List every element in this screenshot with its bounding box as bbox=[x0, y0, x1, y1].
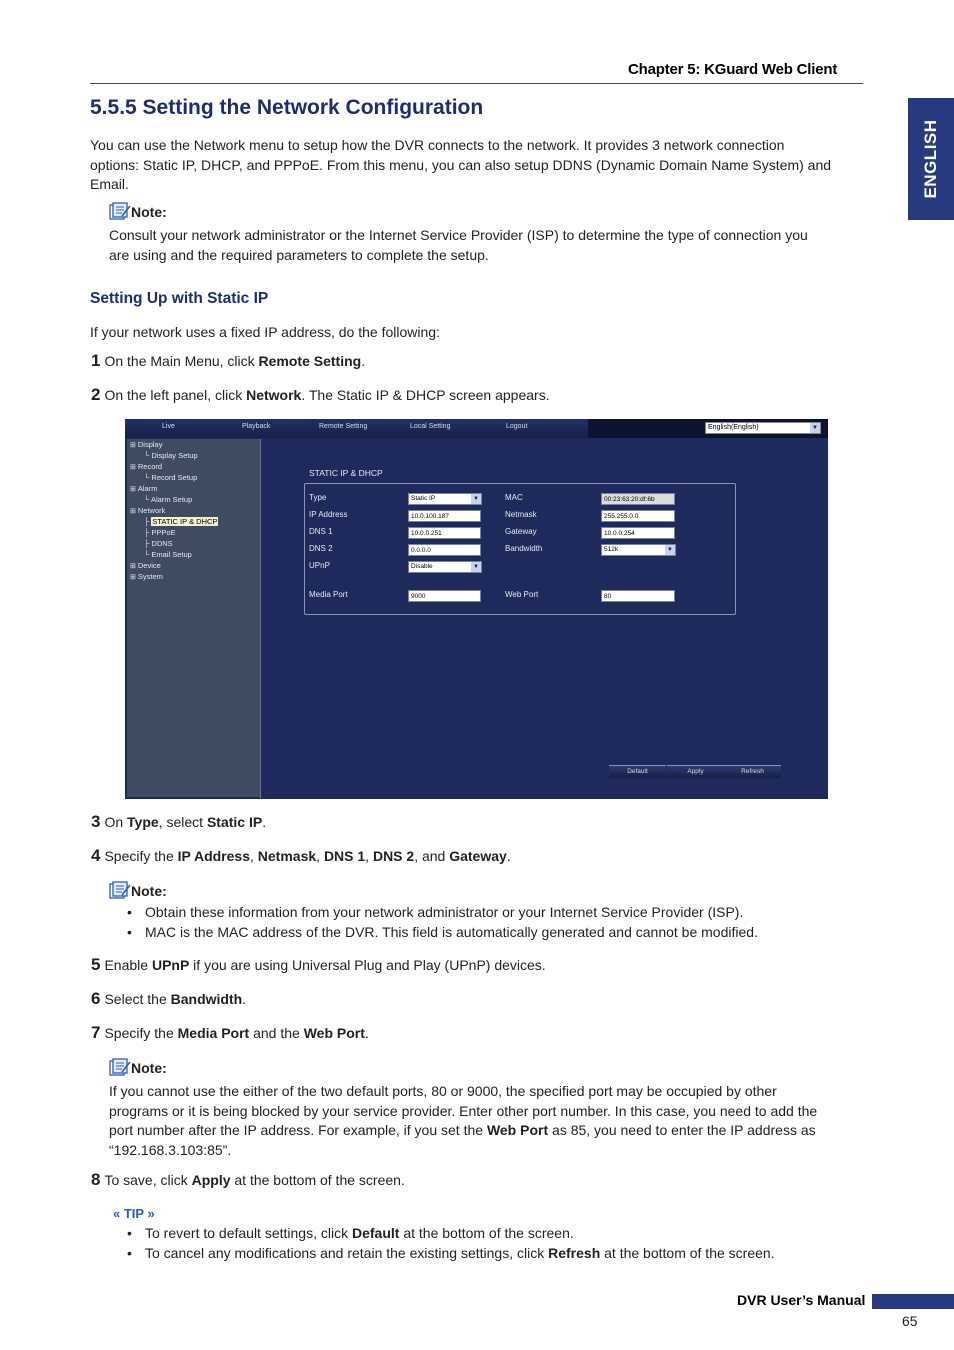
note-line: If you cannot use the either of the two default ports, 80 or 9000, the specified port may be occupied by other bbox=[109, 1083, 777, 1099]
step-bold: Static IP bbox=[206, 814, 263, 830]
step-2 bbox=[91, 385, 550, 405]
step-text: and the bbox=[249, 1025, 304, 1041]
step-bold: DNS 2 bbox=[372, 848, 415, 864]
note-icon bbox=[109, 881, 131, 899]
upnp-label: UPnP bbox=[309, 561, 330, 570]
tab-playback[interactable]: Playback bbox=[242, 423, 271, 430]
chevron-down-icon: ▼ bbox=[471, 562, 481, 572]
chapter-header: Chapter 5: KGuard Web Client bbox=[628, 61, 838, 78]
note-line: Consult your network administrator or the Internet Service Provider (ISP) to determine the type of connection you bbox=[109, 227, 808, 243]
upnp-select[interactable] bbox=[408, 561, 482, 573]
note-line: “192.168.3.103:85”. bbox=[109, 1141, 232, 1158]
note-text: as 85, you need to enter the IP address as bbox=[548, 1122, 816, 1138]
step-text: To save, click bbox=[104, 1172, 192, 1188]
gateway-label: Gateway bbox=[505, 527, 537, 536]
expand-icon: ⊞ bbox=[130, 464, 136, 471]
language-value: English(English) bbox=[708, 424, 759, 431]
step-text: Specify the bbox=[104, 848, 178, 864]
footer-bar bbox=[872, 1294, 954, 1309]
step-number: 6 bbox=[91, 989, 101, 1008]
tree-label-selected: STATIC IP & DHCP bbox=[152, 517, 218, 526]
dns1-label: DNS 1 bbox=[309, 527, 333, 536]
intro-line: options: Static IP, DHCP, and PPPoE. From this menu, you can also setup DDNS (Dynamic Domain Name System) and bbox=[90, 156, 832, 173]
intro-paragraph bbox=[90, 136, 850, 195]
step-4 bbox=[91, 846, 511, 866]
panel-title: STATIC IP & DHCP bbox=[309, 468, 383, 478]
chevron-down-icon: ▼ bbox=[471, 494, 481, 504]
tree-item-ddns[interactable]: ├ DDNS bbox=[144, 539, 173, 548]
note-icon bbox=[109, 202, 131, 220]
media-port-label: Media Port bbox=[309, 590, 348, 599]
tree-label: Alarm bbox=[137, 484, 158, 493]
tip-text: To cancel any modifications and retain the existing settings, click bbox=[145, 1245, 549, 1261]
bandwidth-label: Bandwidth bbox=[505, 544, 543, 553]
step-text: Select the bbox=[104, 991, 171, 1007]
step-bold: Web Port bbox=[303, 1025, 365, 1041]
step-number: 2 bbox=[91, 385, 101, 404]
tree-label: PPPoE bbox=[151, 528, 176, 537]
language-select[interactable] bbox=[705, 422, 821, 434]
tree-item-system[interactable] bbox=[130, 572, 163, 581]
step-text: , bbox=[365, 848, 373, 864]
tip-bullet bbox=[145, 1225, 574, 1241]
tree-item-display[interactable] bbox=[130, 440, 162, 449]
tree-label: Email Setup bbox=[151, 550, 192, 559]
note-text-3 bbox=[109, 1082, 869, 1160]
section-title: 5.5.5 Setting the Network Configuration bbox=[90, 96, 484, 119]
tip-title: « TIP » bbox=[113, 1206, 155, 1221]
tab-live[interactable]: Live bbox=[162, 423, 175, 430]
type-value: Static IP bbox=[411, 495, 436, 502]
tip-bullet bbox=[145, 1245, 775, 1261]
step-text: , bbox=[316, 848, 324, 864]
step-text: . bbox=[262, 814, 267, 830]
note-block-3 bbox=[109, 1058, 167, 1076]
step-text: On bbox=[104, 814, 128, 830]
step-bold: Apply bbox=[191, 1172, 231, 1188]
top-menu-bar bbox=[125, 419, 588, 438]
type-select[interactable] bbox=[408, 493, 482, 505]
note-text-1 bbox=[109, 226, 869, 265]
lead-text: If your network uses a fixed IP address, do the following: bbox=[90, 324, 440, 340]
ip-address-field[interactable]: 10.0.100.187 bbox=[408, 510, 481, 522]
refresh-button[interactable]: Refresh bbox=[724, 765, 781, 778]
gateway-field[interactable]: 10.0.0.254 bbox=[601, 527, 675, 539]
step-5 bbox=[91, 955, 546, 975]
panel-divider bbox=[260, 439, 261, 799]
expand-icon: ⊞ bbox=[130, 508, 136, 515]
step-text: . bbox=[364, 1025, 369, 1041]
tree-label: Display bbox=[137, 440, 163, 449]
tip-text: at the bottom of the screen. bbox=[399, 1225, 574, 1241]
step-bold: Remote Setting bbox=[258, 353, 362, 369]
dns2-field[interactable]: 0.0.0.0 bbox=[408, 544, 481, 556]
language-side-tab bbox=[908, 98, 954, 220]
step-bold: Network bbox=[246, 387, 302, 403]
note-text: port number after the IP address. For example, if you set the bbox=[109, 1122, 487, 1138]
settings-tree bbox=[127, 439, 260, 797]
header-rule bbox=[90, 83, 863, 84]
tree-label: System bbox=[137, 572, 163, 581]
tree-label: Alarm Setup bbox=[150, 495, 193, 504]
tree-item-display-setup[interactable]: └ Display Setup bbox=[144, 451, 198, 460]
chevron-down-icon: ▼ bbox=[665, 545, 675, 555]
tab-remote-setting[interactable]: Remote Setting bbox=[319, 423, 368, 430]
step-number: 1 bbox=[91, 351, 101, 370]
tab-local-setting[interactable]: Local Setting bbox=[410, 423, 451, 430]
step-bold: Media Port bbox=[177, 1025, 250, 1041]
step-text: Specify the bbox=[104, 1025, 178, 1041]
step-number: 4 bbox=[91, 846, 101, 865]
step-text: . The Static IP & DHCP screen appears. bbox=[301, 387, 550, 403]
bullet-item: • Obtain these information from your network administrator or your Internet Service Provider (ISP). bbox=[145, 904, 743, 920]
step-text: , bbox=[250, 848, 258, 864]
note-line: are using and the required parameters to complete the setup. bbox=[109, 246, 489, 263]
step-bold: Gateway bbox=[449, 848, 507, 864]
tree-item-network[interactable] bbox=[130, 506, 165, 515]
side-tab-label: ENGLISH bbox=[921, 119, 940, 199]
tree-label: Display Setup bbox=[151, 451, 198, 460]
subheading: Setting Up with Static IP bbox=[90, 290, 269, 307]
chevron-down-icon: ▼ bbox=[810, 423, 820, 433]
expand-icon: ⊞ bbox=[130, 563, 136, 570]
note-block-1 bbox=[109, 202, 167, 220]
intro-line: You can use the Network menu to setup how the DVR connects to the network. It provides 3 network connection bbox=[90, 137, 785, 153]
intro-line: Email. bbox=[90, 176, 129, 192]
web-port-label: Web Port bbox=[505, 590, 539, 599]
step-text: Enable bbox=[104, 957, 152, 973]
step-bold: DNS 1 bbox=[323, 848, 366, 864]
ip-address-label: IP Address bbox=[309, 510, 348, 519]
expand-icon: ⊞ bbox=[130, 442, 136, 449]
step-bold: UPnP bbox=[151, 957, 190, 973]
tip-bold: Refresh bbox=[548, 1245, 601, 1261]
note-block-2 bbox=[109, 881, 167, 899]
type-label: Type bbox=[309, 493, 327, 502]
step-6 bbox=[91, 989, 246, 1009]
web-client-screenshot bbox=[125, 419, 828, 799]
step-bold: Netmask bbox=[257, 848, 317, 864]
step-text: . bbox=[242, 991, 247, 1007]
step-text: . bbox=[506, 848, 511, 864]
step-bold: Type bbox=[127, 814, 159, 830]
manual-title: DVR User’s Manual bbox=[737, 1292, 866, 1308]
apply-button[interactable]: Apply bbox=[667, 765, 724, 778]
default-button[interactable]: Default bbox=[609, 765, 666, 778]
tree-item-pppoe[interactable]: ├ PPPoE bbox=[144, 528, 176, 537]
mac-label: MAC bbox=[505, 493, 523, 502]
bandwidth-value: 512k bbox=[604, 546, 619, 553]
netmask-label: Netmask bbox=[505, 510, 537, 519]
step-text: On the Main Menu, click bbox=[104, 353, 259, 369]
upnp-value: Disable bbox=[411, 563, 433, 570]
expand-icon: ⊞ bbox=[130, 486, 136, 493]
tree-item-record-setup[interactable]: └ Record Setup bbox=[144, 473, 198, 482]
tip-text: To revert to default settings, click bbox=[145, 1225, 352, 1241]
expand-icon: ⊞ bbox=[130, 574, 136, 581]
tree-label: Record Setup bbox=[151, 473, 198, 482]
tree-label: Record bbox=[137, 462, 163, 471]
dns1-field[interactable]: 10.0.0.251 bbox=[408, 527, 481, 539]
note-title: Note: bbox=[131, 883, 167, 899]
note-line: programs or it is being blocked by your service provider. Enter other port number. In this case, you need to add the bbox=[109, 1102, 818, 1119]
step-bold: Bandwidth bbox=[170, 991, 243, 1007]
tree-item-alarm-setup[interactable]: └ Alarm Setup bbox=[144, 495, 193, 504]
tree-label: DDNS bbox=[151, 539, 173, 548]
step-text: On the left panel, click bbox=[104, 387, 247, 403]
note-title: Note: bbox=[131, 1060, 167, 1076]
step-text: , select bbox=[158, 814, 207, 830]
step-text: , and bbox=[414, 848, 450, 864]
note-icon bbox=[109, 1058, 131, 1076]
step-text: at the bottom of the screen. bbox=[230, 1172, 405, 1188]
step-3 bbox=[91, 812, 266, 832]
tip-bold: Default bbox=[351, 1225, 400, 1241]
step-text: if you are using Universal Plug and Play (UPnP) devices. bbox=[189, 957, 546, 973]
tip-text: at the bottom of the screen. bbox=[600, 1245, 775, 1261]
note-bold: Web Port bbox=[486, 1122, 549, 1138]
tree-item-record[interactable] bbox=[130, 462, 162, 471]
note-line bbox=[109, 1121, 869, 1141]
web-port-field[interactable]: 80 bbox=[601, 590, 675, 602]
media-port-field[interactable]: 9000 bbox=[408, 590, 481, 602]
bandwidth-select[interactable] bbox=[601, 544, 676, 556]
tree-item-alarm[interactable] bbox=[130, 484, 157, 493]
tree-item-email[interactable]: └ Email Setup bbox=[144, 550, 192, 559]
tree-item-static-ip[interactable]: ├ STATIC IP & DHCP bbox=[144, 517, 218, 526]
step-number: 8 bbox=[91, 1170, 101, 1189]
netmask-field[interactable]: 255.255.0.0 bbox=[601, 510, 675, 522]
mac-field: 00:23:63:20:df:6b bbox=[601, 493, 675, 505]
tab-logout[interactable]: Logout bbox=[506, 423, 528, 430]
step-1 bbox=[91, 351, 365, 371]
dns2-label: DNS 2 bbox=[309, 544, 333, 553]
tree-label: Network bbox=[137, 506, 166, 515]
bullet-item: • MAC is the MAC address of the DVR. This field is automatically generated and cannot be modified. bbox=[145, 924, 758, 940]
step-number: 7 bbox=[91, 1023, 101, 1042]
step-8 bbox=[91, 1170, 405, 1190]
step-number: 3 bbox=[91, 812, 101, 831]
step-text: . bbox=[361, 353, 366, 369]
note-title: Note: bbox=[131, 204, 167, 220]
page-number: 65 bbox=[902, 1313, 918, 1329]
step-bold: IP Address bbox=[177, 848, 250, 864]
step-number: 5 bbox=[91, 955, 101, 974]
step-7 bbox=[91, 1023, 369, 1043]
tree-label: Device bbox=[137, 561, 161, 570]
tree-item-device[interactable] bbox=[130, 561, 161, 570]
